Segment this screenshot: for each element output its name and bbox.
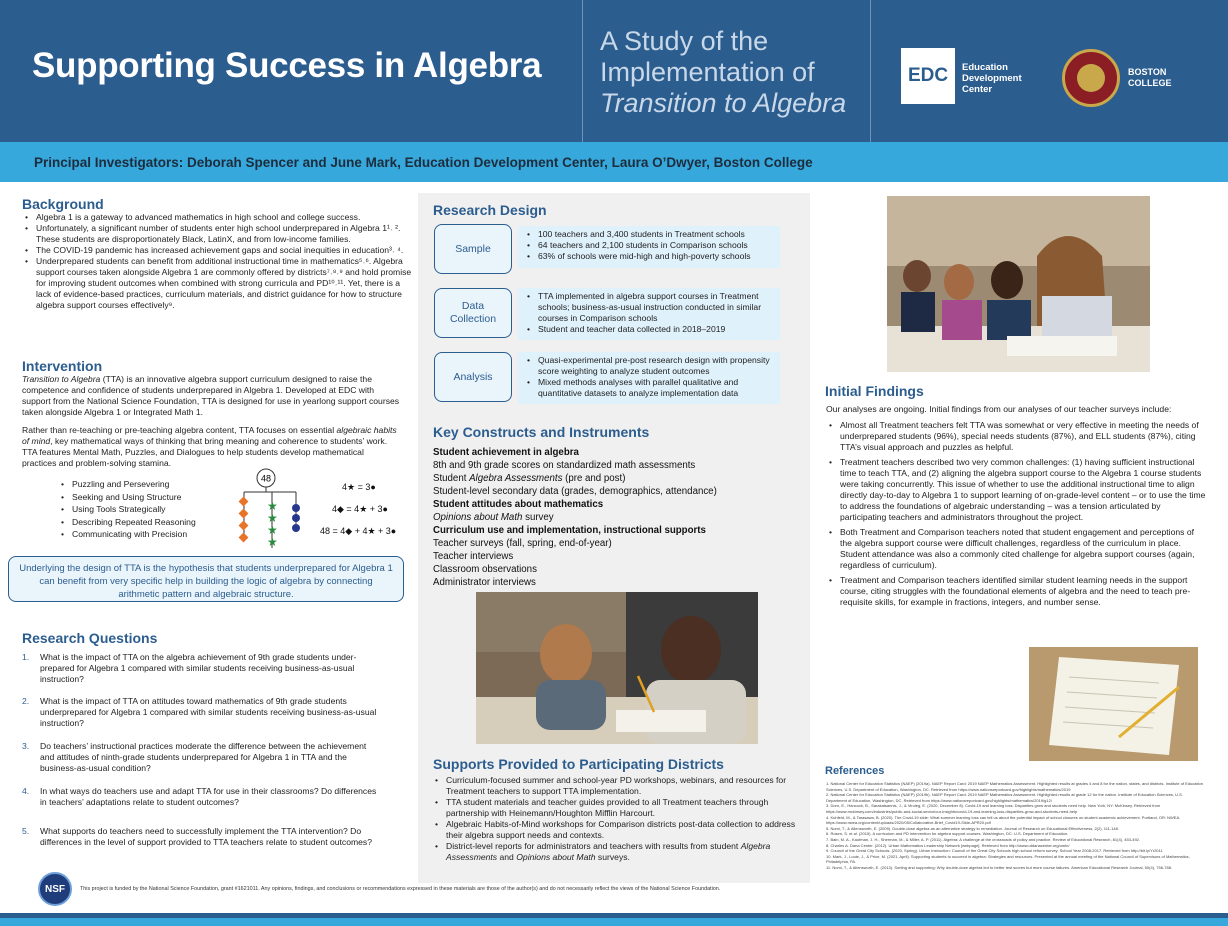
list-item: • 64 teachers and 2,100 students in Comparison schools xyxy=(538,240,774,251)
reference-line: Philadelphia, PA. xyxy=(826,859,857,865)
reference-line: Sciences, U.S. Department of Education, Washington, DC. Retrieved from https://www.nationsreportcard.gov/highlights/mathematics/2019 xyxy=(826,786,1071,792)
puzzle-equation-3: 48 = 4◆ + 4★ + 3● xyxy=(320,526,397,536)
classroom-photo-image xyxy=(887,196,1150,372)
instrument-text: Student xyxy=(433,473,470,484)
habit-item: • Using Tools Strategically xyxy=(72,503,252,516)
instrument-italic: Algebra Assessments xyxy=(469,473,563,484)
teacher-student-photo-image xyxy=(476,592,758,744)
findings-intro: Our analyses are ongoing. Initial findings from our analyses of our teacher surveys include: xyxy=(826,404,1172,414)
instrument-line: Teacher interviews xyxy=(433,551,514,562)
list-item: • Algebraic Habits-of-Mind workshops for Comparison districts post-data collection to address their algebra support needs and contexts. xyxy=(446,819,806,841)
svg-text:★: ★ xyxy=(267,535,278,549)
key-constructs-list xyxy=(433,446,793,589)
reference-line: 4. Kuhfeld, M., & Tarasawa, B. (2020). The Covid-19 slide: What summer learning loss can tell us about the potential impact of school closures on student academic achievement. Portland, OR: NWEA. xyxy=(826,814,1181,820)
list-item: • Almost all Treatment teachers felt TTA was somewhat or very effective in meeting the needs of underprepared students (96%), special needs students (87%), and ELL students (87%), citing TTA’s visual approach and puzzles as helpful. xyxy=(840,420,1208,453)
bc-name-1: BOSTON xyxy=(1128,67,1167,77)
reference-line: 6. Rosen, S. et al. (2010). A curriculum and PD intervention for algebra support courses. Washington, DC: U.S. Department of Education. xyxy=(826,831,1069,837)
instrument-line: Classroom observations xyxy=(433,564,537,575)
initial-findings-heading: Initial Findings xyxy=(825,383,924,399)
workbook-photo xyxy=(1029,647,1198,761)
analysis-list xyxy=(524,355,774,399)
subtitle-line-3: Transition to Algebra xyxy=(600,88,847,118)
boston-college-seal-icon xyxy=(1062,49,1120,107)
reference-line: 8. Charles A. Dana Center. (2012). Urban Mathematics Leadership Network [webpage]. Retrieved from http://www.utdanacenter.org/umln/ xyxy=(826,842,1070,848)
question-text: Do teachers’ instructional practices moderate the difference between the achievement and attitudes of ninth-grade students underprepared for Algebra 1 in TTA and the business-as-usual condition? xyxy=(40,741,367,773)
reference-line: 3. Dorn, E., Hancock, B., Sarakatsannis, J., & Viruleg, E. (2020, December 8). Covid-19 and learning loss: Disparities grow and students need help. New York, NY: McKinsey. Retrieved from xyxy=(826,803,1161,809)
list-item xyxy=(22,826,382,848)
habits-of-mind-list xyxy=(58,478,252,541)
svg-text:★: ★ xyxy=(267,523,278,537)
reference-line: 9. Council of the Great City Schools. (2020, Spring). Urban Instruction: Council of the Great City Schools high school reform survey. School Year 2008-2017. Retrieved from http://bit.ly/Yr2011 xyxy=(826,848,1163,854)
support-text: surveys. xyxy=(595,852,630,862)
construct-heading: Curriculum use and implementation, instructional supports xyxy=(433,525,706,536)
puzzle-equation-1: 4★ = 3● xyxy=(342,482,376,492)
construct-heading: Student achievement in algebra xyxy=(433,447,579,458)
hypothesis-callout: Underlying the design of TTA is the hypothesis that students underprepared for Algebra 1 can benefit from very specific help in building the logic of algebra by connecting arithmetic pattern and algebraic structure. xyxy=(8,556,404,602)
habit-item: • Puzzling and Persevering xyxy=(72,478,252,491)
bc-name xyxy=(1128,67,1172,89)
reference-line: 7. Bain, M. A., Kaufman, J. H., Sherman, M., & Miller, A. P. (2011). Algebra: A challenge at the crossroads of policy and practice. Review of Educational Research, 81(4), 453-492. xyxy=(826,836,1141,842)
construct-heading: Student attitudes about mathematics xyxy=(433,499,604,510)
data-collection-box xyxy=(434,288,512,338)
list-item: • Algebra 1 is a gateway to advanced mathematics in high school and college success. xyxy=(36,212,416,223)
reference-line: 1. National Center for Education Statistics (NAEP) (2019a). NAEP Report Card: 2019 NAEP Mathematics Assessment. Highlighted results at grades 4 and 8 for the nation, states, and districts. Institute of Education xyxy=(826,781,1203,786)
data-collection-description xyxy=(518,288,780,340)
bottom-accent-bar xyxy=(0,918,1228,926)
supports-heading: Supports Provided to Participating Districts xyxy=(433,756,724,772)
teacher-student-photo xyxy=(476,592,758,744)
list-item: • Both Treatment and Comparison teachers noted that student engagement and perceptions of the algebra support course were difficult challenges, regardless of the curriculum in place. Student attendance was also a commonly cited challenge for algebra support courses (again, regardless of curriculum). xyxy=(840,527,1208,571)
star-icons xyxy=(267,499,278,549)
tta-italic: Transition to Algebra xyxy=(22,374,101,384)
instrument-line xyxy=(433,511,793,524)
question-text: In what ways do teachers use and adapt TTA for use in their classrooms? Do differences in teachers’ adaptations relate to student outcomes? xyxy=(40,786,377,807)
circle-icons xyxy=(292,504,300,532)
reference-line: https://www.nwea.org/content/uploads/2020/05/Collaborative-Brief_Covid19-Slide-APR20.pdf xyxy=(826,820,991,826)
habit-item: • Seeking and Using Structure xyxy=(72,491,252,504)
intervention-heading: Intervention xyxy=(22,358,103,374)
list-item: • Student and teacher data collected in 2018–2019 xyxy=(538,324,774,335)
question-number: 4. xyxy=(22,786,30,796)
header-divider xyxy=(582,0,583,142)
research-questions-heading: Research Questions xyxy=(22,630,158,646)
logos-divider xyxy=(870,0,871,142)
bc-name-2: COLLEGE xyxy=(1128,78,1172,88)
analysis-description xyxy=(518,352,780,404)
puzzle-equation-2: 4◆ = 4★ + 3● xyxy=(332,504,388,514)
support-italic: Algebra Assessments xyxy=(446,841,771,862)
list-item xyxy=(22,652,382,696)
question-number: 1. xyxy=(22,652,30,662)
instrument-line: Teacher surveys (fall, spring, end-of-year) xyxy=(433,538,612,549)
support-text: District-level reports for administrators and teachers with results from student xyxy=(446,841,741,851)
reference-line: https://www.mckinsey.com/industries/public-and-social-sector/our-insights/covid-19-and-learning-loss-disparities-grow-and-students-need-help xyxy=(826,808,1078,814)
question-number: 3. xyxy=(22,741,30,751)
intervention-paragraph-2 xyxy=(22,425,400,469)
habit-item: • Communicating with Precision xyxy=(72,528,252,541)
classroom-photo xyxy=(887,196,1150,372)
intervention-p2-b: , key mathematical ways of thinking that bring meaning and coherence to students’ work. TTA features Mental Math, Puzzles, and Dialogues to help students develop mathematical practices and problem-solving stamina. xyxy=(22,436,388,468)
list-item: • The COVID-19 pandemic has increased achievement gaps and social inequities in education³˒ ⁴. xyxy=(36,245,416,256)
list-item: • Treatment and Comparison teachers identified similar student learning needs in the support course, citing struggles with the foundational elements of algebra and the need to teach pre-requisite skills, for example in fractions, integers, and number sense. xyxy=(840,575,1208,608)
support-text: and xyxy=(497,852,517,862)
habit-item: • Describing Repeated Reasoning xyxy=(72,516,252,529)
list-item: • Curriculum-focused summer and school-year PD workshops, webinars, and resources for Treatment teachers to support TTA implementation. xyxy=(446,775,806,797)
reference-line: Department of Education, Washington, DC. Retrieved from https://www.nationsreportcard.gov/highlights/mathematics/2019/g12/ xyxy=(826,797,1052,803)
instrument-line: 8th and 9th grade scores on standardized math assessments xyxy=(433,460,696,471)
list-item: • TTA student materials and teacher guides provided to all Treatment teachers through partnership with Heinemann/Houghton Mifflin Harcourt. xyxy=(446,797,806,819)
list-item: • 100 teachers and 3,400 students in Treatment schools xyxy=(538,229,774,240)
sample-description xyxy=(518,226,780,268)
question-text: What is the impact of TTA on attitudes toward mathematics of 9th grade students underprepared for Algebra 1 compared with similar students receiving business-as-usual instruction? xyxy=(40,696,377,728)
nsf-logo-icon: NSF xyxy=(38,872,72,906)
intervention-paragraph-1 xyxy=(22,374,400,418)
instrument-text: survey xyxy=(522,512,554,523)
data-collection-list xyxy=(524,291,774,335)
list-item: • 63% of schools were mid-high and high-poverty schools xyxy=(538,251,774,262)
reference-line: 5. Nomi, T., & Allensworth, E. (2009). Double-dose algebra as an alternative strategy to remediation. Journal of Research on Educational Effectiveness, 2(2), 111-148. xyxy=(826,825,1119,831)
sample-list xyxy=(524,229,774,262)
poster-subtitle xyxy=(600,26,846,119)
funding-footer: This project is funded by the National Science Foundation, grant #1621011. Any opinions, findings, and conclusions or recommendations expressed in these materials are those of the author(s) and do not necessarily reflect the views of the National Science Foundation. xyxy=(80,886,721,892)
svg-text:★: ★ xyxy=(267,499,278,513)
background-list xyxy=(22,212,416,311)
mobile-puzzle-diagram xyxy=(230,466,310,554)
list-item: • Underprepared students can benefit from additional instructional time in mathematics⁵˒⁶. Algebra support courses taken alongside Algebra 1 are commonly offered by districts⁷˒⁸˒⁹ and hold promise for improving student outcomes when combined with strong curricula and PD¹⁰˒¹¹. Yet, there is a lack of evidence-based practices, curriculum materials, and district guidance for how to structure algebra support courses effectively⁹. xyxy=(36,256,416,311)
puzzle-root-label: 48 xyxy=(260,473,272,484)
list-item xyxy=(22,741,382,786)
edc-name-1: Education xyxy=(962,62,1008,73)
question-text: What is the impact of TTA on the algebra achievement of 9th grade students under-prepared for Algebra 1 compared with similar students receiving business-as-usual instruction? xyxy=(40,652,357,684)
list-item: • Mixed methods analyses with parallel qualitative and quantitative datasets to analyze implementation data xyxy=(538,377,774,399)
intervention-p2-a: Rather than re-teaching or pre-teaching algebra content, TTA focuses on essential xyxy=(22,425,337,435)
key-constructs-heading: Key Constructs and Instruments xyxy=(433,424,650,440)
subtitle-line-2: Implementation of xyxy=(600,57,815,87)
poster-title: Supporting Success in Algebra xyxy=(32,46,542,85)
reference-line: 10. Mark, J., Louie, J., & Price, M. (2021, April). Supporting students to succeed in algebra: Strategies and resources. Presented at the annual meeting of the National Council of Supervisors of Mathematics, xyxy=(826,853,1190,859)
instrument-line: Administrator interviews xyxy=(433,577,536,588)
research-design-heading: Research Design xyxy=(433,202,547,218)
list-item: • Quasi-experimental pre-post research design with propensity score weighting to analyze student outcomes xyxy=(538,355,774,377)
question-number: 2. xyxy=(22,696,30,706)
list-item xyxy=(22,786,382,826)
instrument-italic: Opinions about Math xyxy=(433,512,523,523)
list-item xyxy=(22,696,382,741)
reference-line: 2. National Center for Education Statistics (NAEP) (2019b). NAEP Report Card: 2019 NAEP Mathematics Assessment. Highlighted results at grade 12 for the nation. Institute of Education Sciences, U.S. xyxy=(826,792,1183,798)
references-heading: References xyxy=(825,765,885,777)
investigators-text: Principal Investigators: Deborah Spencer and June Mark, Education Development Center, Laura O’Dwyer, Boston College xyxy=(34,155,813,170)
question-text: What supports do teachers need to successfully implement the TTA intervention? Do differences in the level of support provided to TTA teachers relate to student outcomes? xyxy=(40,826,373,847)
data-collection-label-2: Collection xyxy=(449,313,497,325)
reference-line: 11. Nomi, T., & Allensworth, E. (2013). Sorting and supporting: Why double-dose algebra led to better test scores but more course failures. American Educational Research Journal, 50(4), 756-788. xyxy=(826,864,1173,870)
instrument-line: Student-level secondary data (grades, demographics, attendance) xyxy=(433,486,717,497)
intervention-p2-italic: algebraic habits of mind xyxy=(22,425,397,446)
research-questions-list xyxy=(22,652,382,848)
list-item: • TTA implemented in algebra support courses in Treatment schools; business-as-usual instruction conducted in similar courses in Comparison schools xyxy=(538,291,774,324)
list-item xyxy=(446,841,806,863)
instrument-text: (pre and post) xyxy=(562,473,626,484)
subtitle-line-1: A Study of the xyxy=(600,26,769,56)
support-italic: Opinions about Math xyxy=(516,852,596,862)
findings-list xyxy=(826,420,1208,612)
references-list xyxy=(826,781,1206,871)
background-heading: Background xyxy=(22,196,104,212)
analysis-box: Analysis xyxy=(434,352,512,402)
edc-name-3: Center xyxy=(962,84,993,95)
edc-logo: EDC xyxy=(901,48,955,104)
workbook-photo-image xyxy=(1029,647,1198,761)
list-item: • Treatment teachers described two very common challenges: (1) having sufficient instructional time to teach TTA, and (2) aligning the algebra support course to the Algebra 1 course students were taking concurrently. This issue of whether to use the additional instructional time to align directly day-to-day to Algebra 1 to support learning of on-grade-level content – or to use the time to address the foundations of algebraic understanding – was a tension articulated by participating teachers and administrators throughout the project. xyxy=(840,457,1208,523)
list-item: • Unfortunately, a significant number of students enter high school underprepared in Algebra 1¹˒ ². These students are disproportionately Black, LatinX, and from low-income families. xyxy=(36,223,416,245)
question-number: 5. xyxy=(22,826,30,836)
svg-text:★: ★ xyxy=(267,511,278,525)
edc-name xyxy=(962,62,1042,95)
edc-name-2: Development xyxy=(962,73,1022,84)
supports-list xyxy=(432,775,806,863)
intervention-p1-text: (TTA) is an innovative algebra support curriculum designed to raise the competence and confidence of students underprepared in Algebra 1. Developed at EDC with support from the National Science Foundation, TTA is designed for use in yearlong support courses taken alongside Algebra 1 or Integrated Math 1. xyxy=(22,374,400,417)
sample-box: Sample xyxy=(434,224,512,274)
instrument-line xyxy=(433,472,793,485)
data-collection-label-1: Data xyxy=(461,300,485,312)
